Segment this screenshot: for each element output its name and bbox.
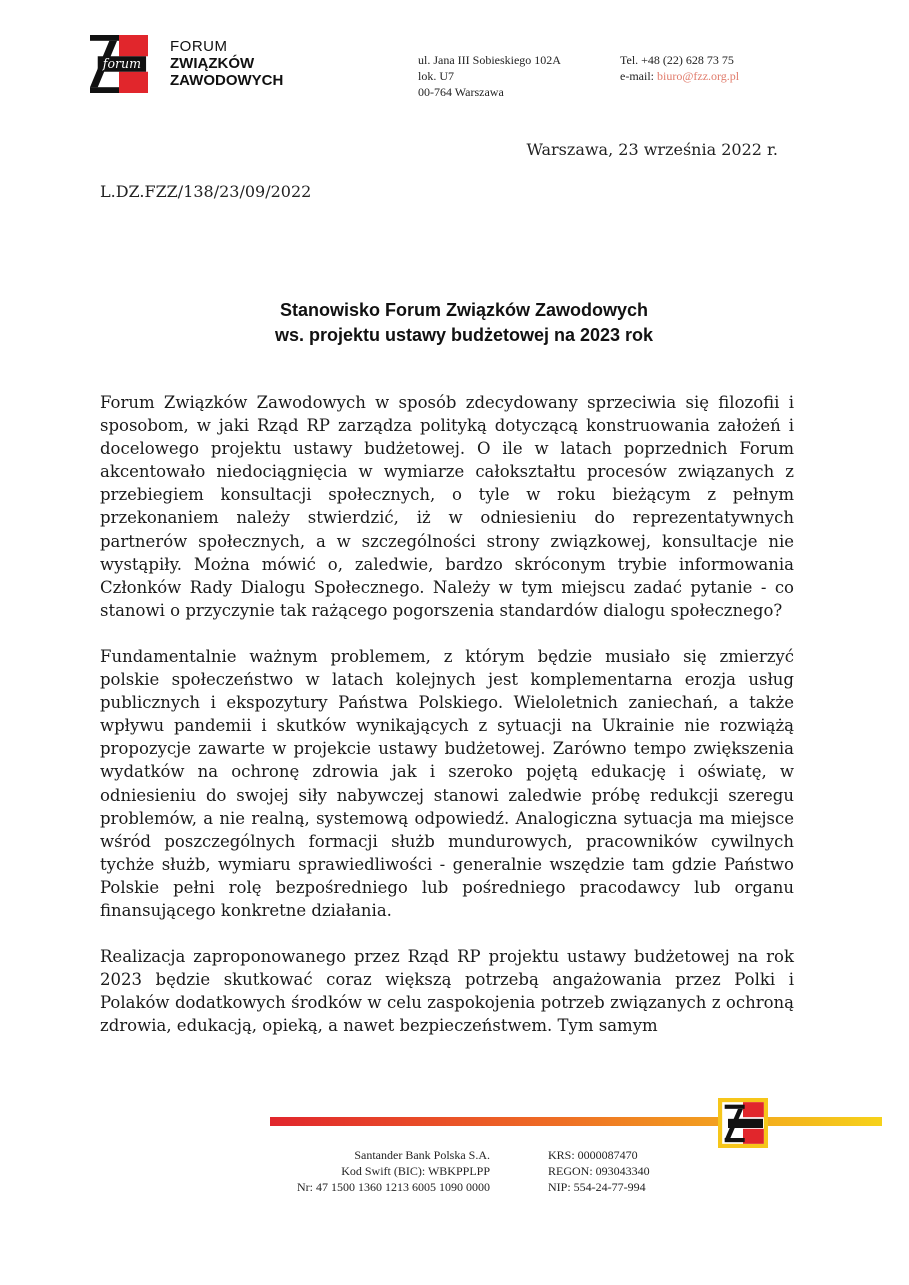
contact-info (620, 52, 739, 84)
email-label: e-mail: (620, 69, 657, 83)
title-line-1: Stanowisko Forum Związków Zawodowych (279, 300, 649, 320)
registry-details (548, 1147, 650, 1195)
reference-number: L.DZ.FZZ/138/23/09/2022 (100, 182, 312, 201)
org-name-line-1: FORUM (170, 38, 228, 55)
bank-swift: Kod Swift (BIC): WBKPPLPP (341, 1164, 490, 1178)
document-title (100, 298, 828, 348)
svg-text:forum: forum (102, 55, 141, 71)
fzz-logo (90, 35, 148, 93)
org-name (170, 38, 283, 89)
phone: Tel. +48 (22) 628 73 75 (620, 53, 734, 67)
org-name-line-3: ZAWODOWYCH (170, 72, 284, 89)
fzz-footer-logo (718, 1098, 768, 1148)
address-line: 00-764 Warszawa (418, 85, 504, 99)
footer-gradient-bar (270, 1117, 882, 1126)
body-paragraph-3: Realizacja zaproponowanego przez Rząd RP projektu ustawy budżetowej na rok 2023 będzie skutkować coraz większą potrzebą angażowania przez Polki i Polaków dodatkowych środków w celu zaspokojenia potrzeb związanych z ochroną zdrowia, edukacją, opieką, a nawet bezpieczeństwem. Tym samym (100, 947, 794, 1036)
title-line-2: ws. projektu ustawy budżetowej na 2023 rok (274, 325, 654, 345)
org-name-line-2: ZWIĄZKÓW (170, 55, 255, 72)
regon: REGON: 093043340 (548, 1164, 650, 1178)
bank-account: Nr: 47 1500 1360 1213 6005 1090 0000 (297, 1180, 490, 1194)
bank-name: Santander Bank Polska S.A. (354, 1148, 490, 1162)
bank-details (240, 1147, 490, 1195)
address-line: ul. Jana III Sobieskiego 102A (418, 53, 561, 67)
email-link[interactable]: biuro@fzz.org.pl (656, 69, 740, 83)
body-paragraph-1: Forum Związków Zawodowych w sposób zdecydowany sprzeciwia się filozofii i sposobom, w jaki Rząd RP zarządza polityką dotyczącą konstruowania założeń i docelowego projektu ustawy budżetowej. O ile w latach poprzednich Forum akcentowało niedociągnięcia w wymiarze całokształtu procesów związanych z przebiegiem konsultacji społecznych, o tyle w roku bieżącym z pełnym przekonaniem należy stwierdzić, iż w odniesieniu do reprezentatywnych partnerów społecznych, a w szczególności strony związkowej, konsultacje nie wystąpiły. Można mówić o, zaledwie, bardzo skróconym trybie informowania Członków Rady Dialogu Społecznego. Należy w tym miejscu zadać pytanie - co stanowi o przyczynie tak rażącego pogorszenia standardów dialogu społecznego? (100, 393, 794, 620)
email-line (620, 68, 739, 84)
letter-body (100, 391, 794, 1060)
nip: NIP: 554-24-77-994 (548, 1180, 646, 1194)
letter-date: Warszawa, 23 września 2022 r. (526, 140, 778, 159)
krs: KRS: 0000087470 (548, 1148, 638, 1162)
postal-address (418, 52, 561, 100)
body-paragraph-2: Fundamentalnie ważnym problemem, z którym będzie musiało się zmierzyć polskie społeczeństwo w latach kolejnych jest komplementarna erozja usług publicznych i ekspozytury Państwa Polskiego. Wieloletnich zaniechań, a także wpływu pandemii i skutków wynikających z sytuacji na Ukrainie nie rozwiążą propozycje zawarte w projekcie ustawy budżetowej. Zarówno tempo zwiększenia wydatków na ochronę zdrowia jak i szeroko pojętą edukację i oświatę, w odniesieniu do swojej siły nabywczej stanowi zaledwie próbę redukcji szeregu problemów, a nie realną, systemową odpowiedź. Analogiczna sytuacja ma miejsce wśród poszczególnych formacji służb mundurowych, pracowników cywilnych tychże służb, wymiaru sprawiedliwości - generalnie wszędzie tam gdzie Państwo Polskie pełni rolę bezpośredniego lub pośredniego pracodawcy lub organu finansującego konkretne działania. (100, 646, 794, 920)
address-line: lok. U7 (418, 69, 454, 83)
